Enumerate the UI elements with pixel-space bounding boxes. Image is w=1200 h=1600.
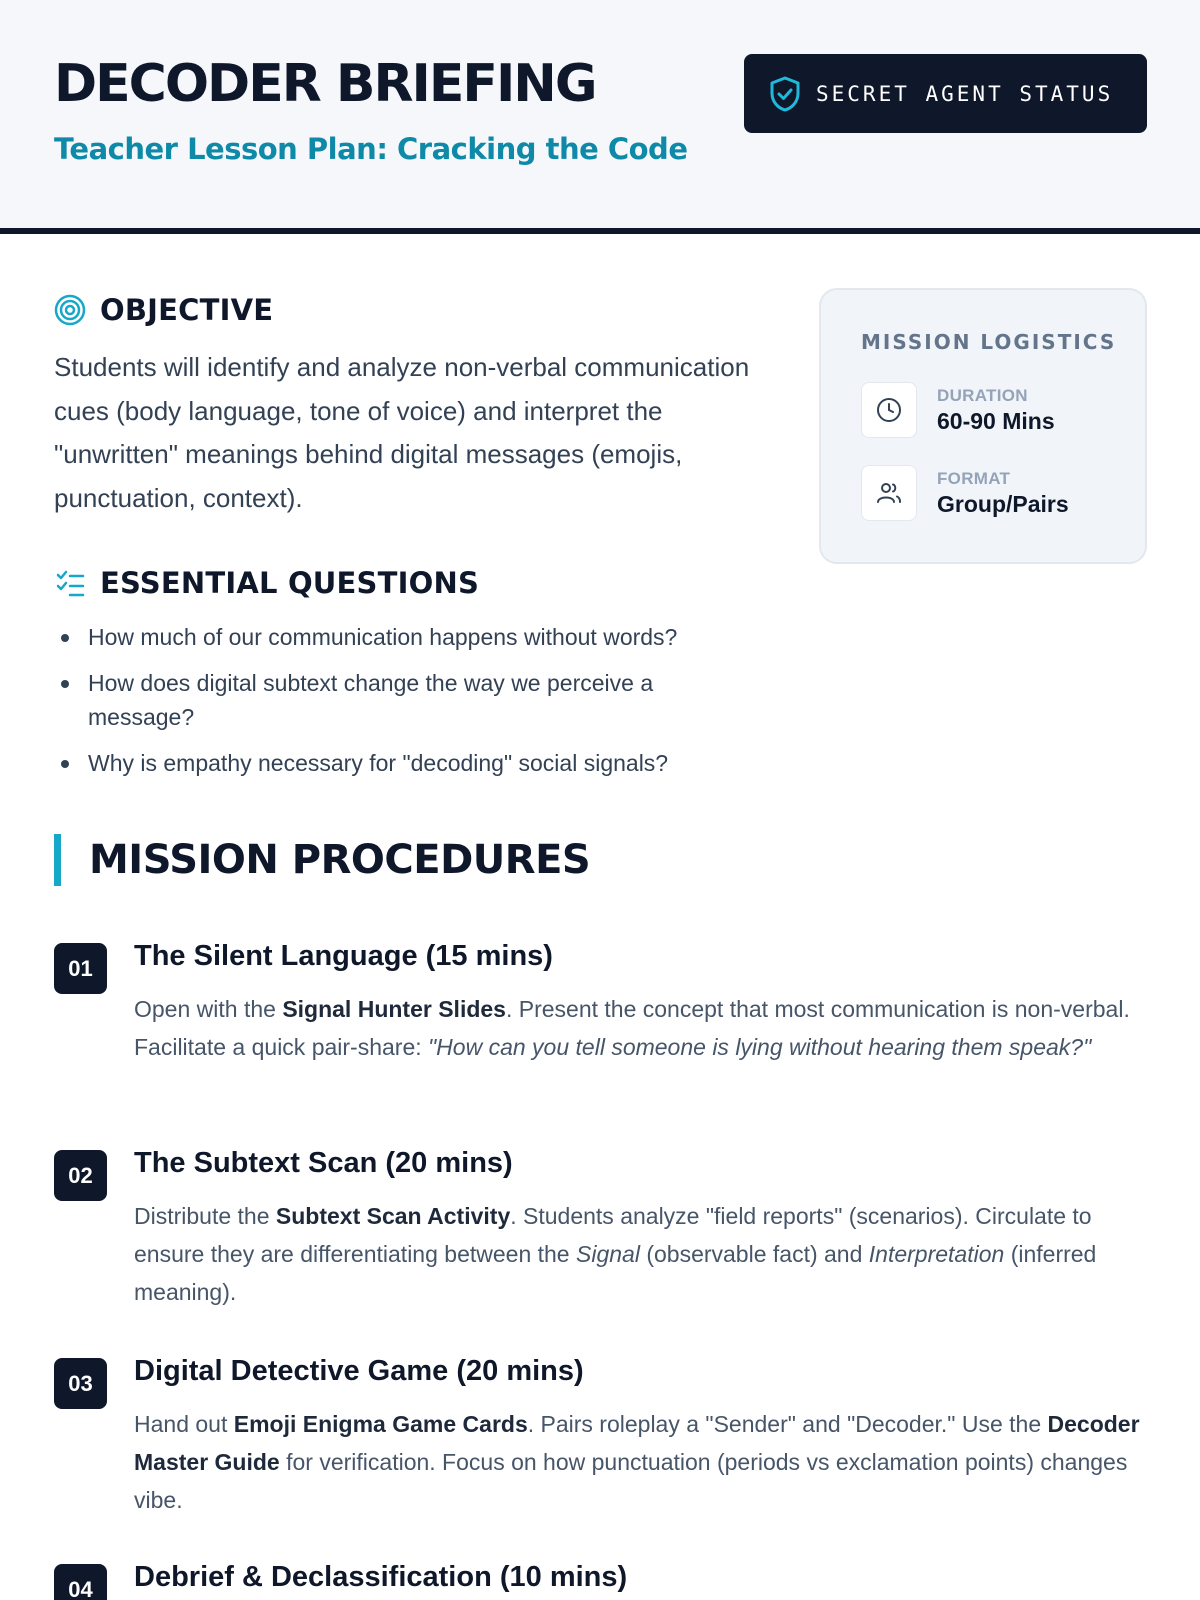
page-subtitle: Teacher Lesson Plan: Cracking the Code	[54, 132, 688, 166]
page-title: DECODER BRIEFING	[54, 54, 596, 114]
bold-text: Subtext Scan Activity	[275, 1203, 511, 1229]
checklist-icon	[54, 567, 86, 599]
objective-heading	[54, 293, 273, 327]
essential-questions-title: ESSENTIAL QUESTIONS	[100, 566, 480, 600]
step-number: 03	[54, 1358, 107, 1409]
body-text: for verification. Focus on how punctuation (periods vs exclamation points) changes vibe.	[134, 1449, 1128, 1513]
body-text: Distribute the	[134, 1203, 276, 1229]
bold-text: Signal Hunter Slides	[282, 996, 506, 1022]
step-title: Digital Detective Game (20 mins)	[134, 1355, 584, 1387]
page-header	[0, 0, 1200, 234]
step-number: 04	[54, 1564, 107, 1600]
step-title: Debrief & Declassification (10 mins)	[134, 1561, 628, 1593]
body-text: (inferred meaning).	[134, 1241, 1097, 1305]
badge-label: SECRET AGENT STATUS	[816, 81, 1114, 106]
italic-text: Signal	[576, 1241, 640, 1267]
logistics-duration	[861, 382, 1055, 438]
step-title: The Silent Language (15 mins)	[134, 940, 553, 972]
duration-value: 60-90 Mins	[937, 407, 1055, 434]
mission-procedures-heading	[54, 834, 590, 886]
logistics-title: MISSION LOGISTICS	[861, 330, 1117, 354]
shield-check-icon	[768, 75, 802, 113]
essential-questions-heading	[54, 566, 479, 600]
clock-icon	[861, 382, 917, 438]
step-body	[134, 1405, 1144, 1519]
body-text: Hand out	[134, 1411, 234, 1437]
italic-text: "How can you tell someone is lying without hearing them speak?"	[428, 1034, 1092, 1060]
question-item: Why is empathy necessary for "decoding" social signals?	[54, 746, 754, 780]
bold-text: Decoder Master Guide	[134, 1411, 1140, 1475]
format-value: Group/Pairs	[937, 490, 1069, 517]
logistics-format	[861, 465, 1069, 521]
agent-status-badge	[744, 54, 1147, 133]
step-number: 01	[54, 943, 107, 994]
body-text: . Pairs roleplay a "Sender" and "Decoder." Use the	[527, 1411, 1048, 1437]
step-title: The Subtext Scan (20 mins)	[134, 1147, 513, 1179]
body-text: (observable fact) and	[639, 1241, 869, 1267]
italic-text: Interpretation	[868, 1241, 1005, 1267]
step-body	[134, 1197, 1144, 1311]
objective-text: Students will identify and analyze non-verbal communication cues (body language, tone of voice) and interpret the "unwritten" meanings behind digital messages (emojis, punctuation, context).	[54, 352, 750, 513]
question-item: How does digital subtext change the way we perceive a message?	[54, 666, 754, 734]
objective-title: OBJECTIVE	[100, 293, 274, 327]
mission-procedures-title: MISSION PROCEDURES	[89, 837, 591, 883]
target-icon	[54, 294, 86, 326]
step-body	[134, 990, 1144, 1066]
users-icon	[861, 465, 917, 521]
duration-label: DURATION	[937, 385, 1028, 405]
step-number: 02	[54, 1150, 107, 1201]
body-text: . Present the concept that most communication is non-verbal. Facilitate a quick pair-share:	[134, 996, 1130, 1060]
body-text: Open with the	[134, 996, 283, 1022]
accent-bar	[54, 834, 61, 886]
mission-logistics-card	[819, 288, 1147, 564]
questions-list	[54, 620, 754, 792]
format-label: FORMAT	[937, 468, 1011, 488]
body-text: . Students analyze "field reports" (scenarios). Circulate to ensure they are differentiating between the	[134, 1203, 1092, 1267]
question-item: How much of our communication happens without words?	[54, 620, 754, 654]
bold-text: Emoji Enigma Game Cards	[233, 1411, 528, 1437]
